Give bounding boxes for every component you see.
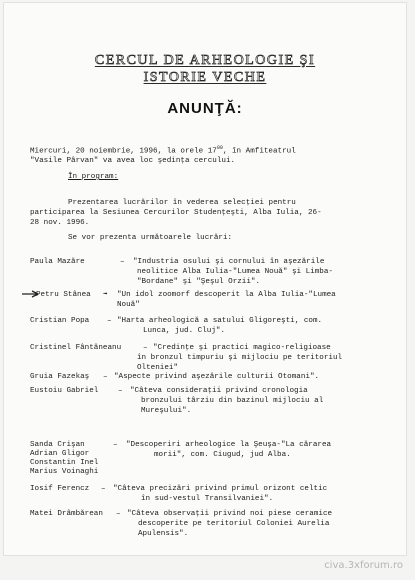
- entry-dash: –: [116, 510, 121, 518]
- site-watermark: civa.3xforum.ro: [324, 560, 403, 571]
- entry-title-line: "Descoperiri arheologice la Şeuşa-"La cărarea: [126, 441, 332, 449]
- program-line-4: Se vor prezenta următoarele lucrări:: [68, 234, 233, 242]
- entry-author: Marius Voinaghi: [30, 468, 99, 476]
- entry-title-line: bronzului târziu din bazinul mijlociu al: [141, 397, 324, 405]
- entry-title-line: "Industria osului şi cornului în aşezările: [133, 258, 325, 266]
- entry-title-line: "Aspecte privind aşezările culturii Otomani".: [114, 373, 320, 381]
- entry-author: Paula Mazăre: [30, 258, 85, 266]
- entry-title-line: morii", com. Ciugud, jud Alba.: [154, 451, 291, 459]
- entry-title-line: "Un idol zoomorf descoperit la Alba Iulia-"Lumea: [117, 291, 336, 299]
- entry-dash: –: [101, 485, 106, 493]
- program-line-3: 28 nov. 1996.: [30, 219, 90, 227]
- entry-author: Cristinel Fântâneanu: [30, 344, 122, 352]
- document-page: [4, 3, 406, 555]
- entry-dash: –: [143, 344, 148, 352]
- entry-dash: –: [103, 373, 108, 381]
- entry-author: Eustoiu Gabriel: [30, 387, 99, 395]
- entry-title-line: Mureşului".: [141, 407, 192, 415]
- entry-dash: –: [107, 317, 112, 325]
- entry-author: Iosif Ferencz: [30, 485, 90, 493]
- program-label: În program:: [68, 173, 119, 181]
- entry-author: Gruia Fazekaş: [30, 373, 90, 381]
- heading-line-1: CERCUL DE ARHEOLOGIE ŞI: [94, 53, 316, 68]
- announcement-heading: ANUNŢĂ:: [167, 100, 243, 117]
- entry-title-line: Olteniei": [137, 364, 179, 372]
- entry-title-line: "Credinţe şi practici magico-religioase: [153, 344, 331, 352]
- entry-title-line: Lunca, jud. Cluj".: [143, 327, 226, 335]
- entry-title-line: în bronzul timpuriu şi mijlociu pe teritoriul: [137, 354, 343, 362]
- entry-title-line: "Bordane" şi "Şeşul Orzii".: [137, 278, 261, 286]
- heading-line-2: ISTORIE VECHE: [143, 70, 267, 85]
- entry-title-line: Nouă": [117, 301, 140, 309]
- entry-author: Constantin Inel: [30, 459, 99, 467]
- entry-dash: –: [120, 258, 125, 266]
- entry-title-line: "Câteva precizări privind primul orizont celtic: [113, 485, 328, 493]
- entry-title-line: descoperite pe teritoriul Coloniei Aurelia: [138, 520, 330, 528]
- entry-author: Petru Stânea: [36, 291, 91, 299]
- entry-author: Cristian Popa: [30, 317, 90, 325]
- entry-title-line: Apulensis".: [138, 530, 189, 538]
- entry-title-line: "Harta arheologică a satului Gligoreşti, com.: [117, 317, 323, 325]
- entry-dash: –: [113, 441, 118, 449]
- entry-title-line: "Câteva consideraţii privind cronologia: [130, 387, 308, 395]
- entry-title-line: neolitice Alba Iulia-"Lumea Nouă" şi Limba-: [137, 268, 333, 276]
- entry-dash: –: [118, 387, 123, 395]
- entry-title-line: în sud-vestul Transilvaniei".: [141, 495, 274, 503]
- intro-line-2: "Vasile Pârvan" va avea loc şedinţa cercului.: [30, 157, 236, 165]
- watermark-bar: [0, 556, 415, 580]
- program-line-1: Prezentarea lucrărilor în vederea selecţiei pentru: [68, 199, 296, 207]
- entry-title-line: "Câteva observaţii privind noi piese ceramice: [127, 510, 333, 518]
- program-line-2: participarea la Sesiunea Cercurilor Studenţeşti, Alba Iulia, 26-: [30, 209, 322, 217]
- entry-author: Adrian Gligor: [30, 450, 90, 458]
- entry-dash: ➟: [103, 291, 108, 299]
- intro-line-1: Miercuri, 20 noiembrie, 1996, la orele $17^{00}$, în Amfiteatrul: [30, 145, 296, 156]
- entry-author: Sanda Crişan: [30, 441, 85, 449]
- entry-author: Matei Drâmbărean: [30, 510, 103, 518]
